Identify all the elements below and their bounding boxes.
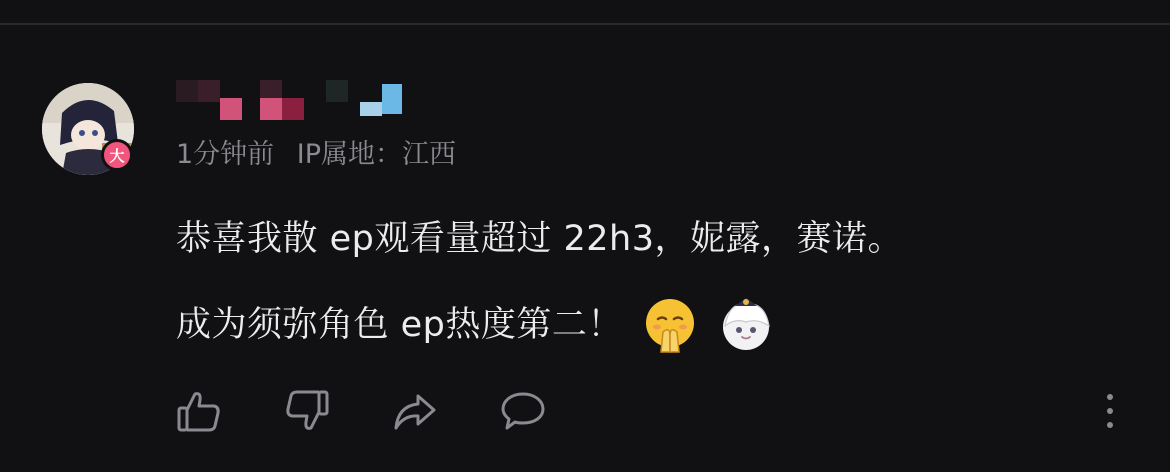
level-badge: 大 bbox=[101, 139, 133, 171]
comment-time: 1分钟前 bbox=[176, 139, 275, 170]
top-divider bbox=[0, 23, 1170, 25]
comment-text-line-2: 成为须弥角色 ep热度第二！ bbox=[176, 305, 623, 345]
share-arrow-icon[interactable] bbox=[392, 388, 438, 434]
vertical-dots-icon[interactable] bbox=[1098, 390, 1122, 432]
comment-text-line-1: 恭喜我散 ep观看量超过 22h3，妮露，赛诺。 bbox=[176, 219, 903, 259]
comment-actions bbox=[176, 388, 608, 434]
ip-location: IP属地：江西 bbox=[296, 139, 457, 170]
comment-meta bbox=[176, 137, 470, 173]
username-obscured[interactable] bbox=[176, 76, 416, 120]
comment-text-line-2-row bbox=[176, 296, 775, 354]
thumbs-down-icon[interactable] bbox=[284, 388, 330, 434]
paimon-sticker-emoji bbox=[717, 296, 775, 354]
thumbs-up-icon[interactable] bbox=[176, 388, 222, 434]
chat-bubble-icon[interactable] bbox=[500, 388, 546, 434]
hands-together-emoji bbox=[641, 296, 699, 354]
